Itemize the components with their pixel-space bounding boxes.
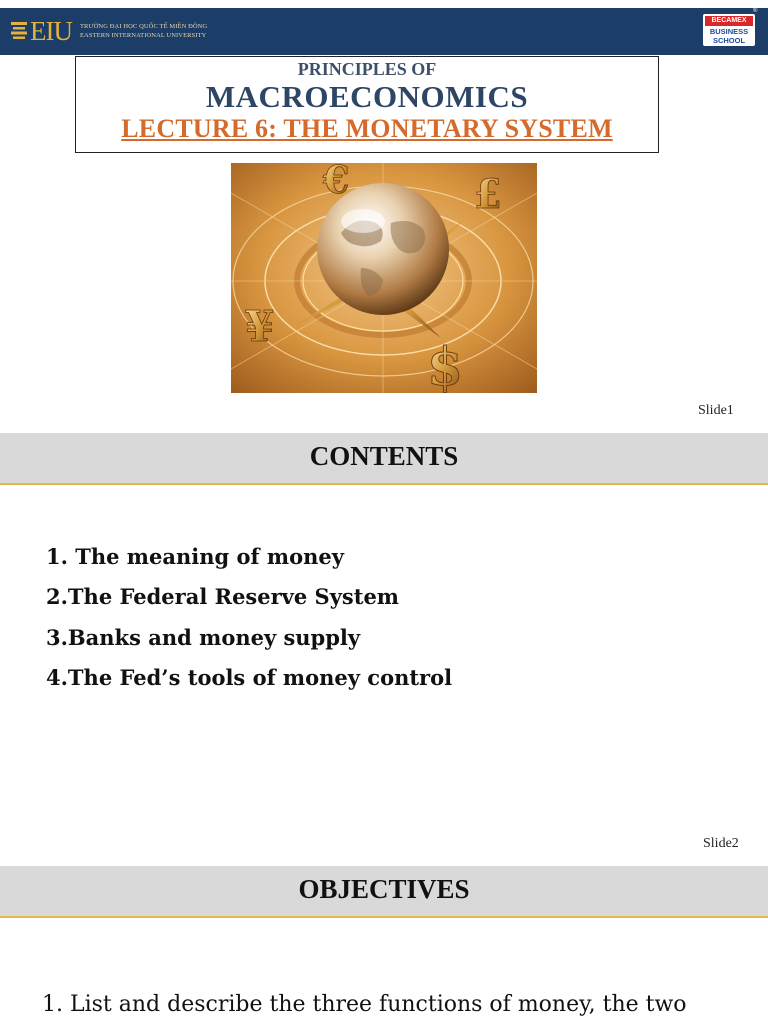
slide-number-1: Slide1 [698,403,734,418]
becamex-logo-line2: BUSINESS [709,27,749,36]
header-bar [0,8,768,55]
objectives-heading-band [0,866,768,918]
objective-item: 1. List and describe the three functions of money, the two [42,992,687,1017]
svg-text:¥: ¥ [245,302,275,351]
contents-item: 2.The Federal Reserve System [46,584,400,610]
svg-text:$: $ [427,337,464,393]
svg-text:£: £ [474,171,502,218]
lecture-title: LECTURE 6: THE MONETARY SYSTEM [121,114,613,143]
becamex-logo-line3: SCHOOL [712,36,746,45]
eiu-logo [10,16,207,46]
contents-heading-band [0,433,768,485]
contents-heading: CONTENTS [309,441,459,471]
globe-currency-illustration [231,163,537,393]
contents-item: 3.Banks and money supply [46,624,361,650]
title-principles: PRINCIPLES OF [297,59,437,79]
university-name-vn: TRƯỜNG ĐẠI HỌC QUỐC TẾ MIỀN ĐÔNG [79,23,208,30]
slide1-title-box [75,56,659,153]
objectives-heading: OBJECTIVES [298,874,470,904]
university-name-en: EASTERN INTERNATIONAL UNIVERSITY [79,32,207,39]
globe-currency-compass-image [231,163,537,393]
registered-mark: ® [753,8,758,14]
contents-item: 4.The Fed’s tools of money control [46,664,453,690]
contents-item: 1. The meaning of money [46,544,344,569]
becamex-business-school-logo [703,14,755,46]
eiu-emblem-icon [10,19,28,43]
svg-text:€: € [323,163,350,202]
title-macroeconomics: MACROECONOMICS [205,79,529,114]
contents-list [46,537,452,698]
slide-number-2: Slide2 [703,836,739,851]
eiu-logo-text: EIU [30,16,72,46]
becamex-logo-line1: BECAMEX [705,16,753,26]
